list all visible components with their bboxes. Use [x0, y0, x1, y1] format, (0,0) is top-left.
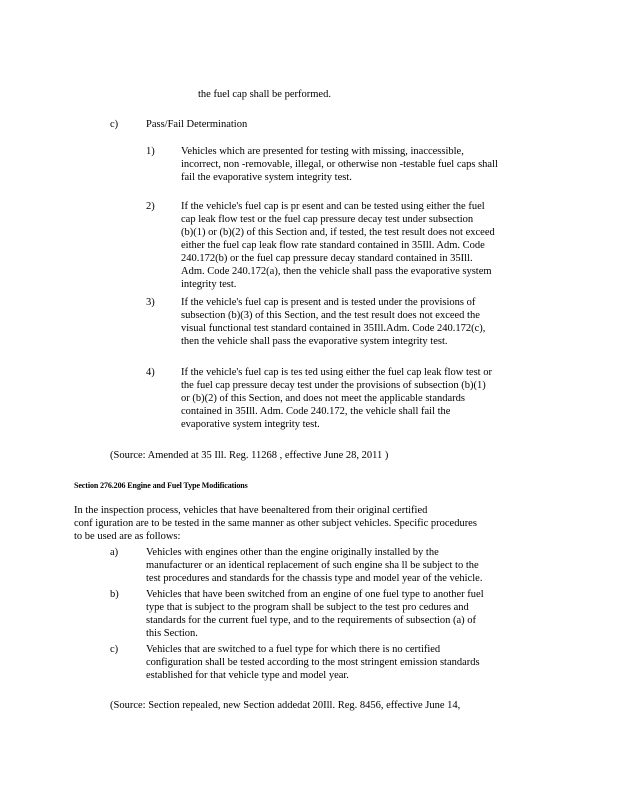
continuation-line: the fuel cap shall be performed.	[198, 89, 331, 100]
mod-b-line: type that is subject to the program shall be subject to the test pro cedures and	[146, 602, 469, 613]
mod-a-line: test procedures and standards for the chassis type and model year of the vehicle.	[146, 573, 483, 584]
item-3-line: subsection (b)(3) of this Section, and the test result does not exceed the	[181, 310, 480, 321]
item-1-line: incorrect, non -removable, illegal, or otherwise non -testable fuel caps shall	[181, 159, 498, 170]
mod-b-line: standards for the current fuel type, and to the requirements of subsection (a) of	[146, 615, 477, 626]
mod-c-text	[146, 643, 480, 682]
item-1-text	[181, 145, 498, 184]
mod-b-line: Vehicles that have been switched from an engine of one fuel type to another fuel	[146, 589, 484, 600]
item-3-number: 3)	[146, 297, 155, 308]
item-4-line: If the vehicle's fuel cap is tes ted using either the fuel cap leak flow test or	[181, 367, 492, 378]
item-2-line: either the fuel cap leak flow rate standard contained in 35Ill. Adm. Code	[181, 240, 485, 251]
item-3-line: visual functional test standard contained in 35Ill.Adm. Code 240.172(c),	[181, 323, 486, 334]
subsection-c-title: Pass/Fail Determination	[146, 119, 248, 130]
item-2-number: 2)	[146, 201, 155, 212]
item-2-text	[181, 200, 495, 291]
mod-b-marker: b)	[110, 589, 119, 600]
item-4-line: evaporative system integrity test.	[181, 419, 320, 430]
mod-b-text	[146, 588, 484, 640]
item-3-line: If the vehicle's fuel cap is present and is tested under the provisions of	[181, 297, 476, 308]
intro-line: conf iguration are to be tested in the same manner as other subject vehicles. Specific procedures	[74, 518, 477, 529]
subsection-c-marker: c)	[110, 119, 119, 130]
item-4-number: 4)	[146, 367, 155, 378]
mod-b-line: this Section.	[146, 628, 198, 639]
mod-a-marker: a)	[110, 547, 119, 558]
mod-a-line: manufacturer or an identical replacement of such engine sha ll be subject to the	[146, 560, 479, 571]
source-note-2: (Source: Section repealed, new Section addedat 20Ill. Reg. 8456, effective June 14,	[110, 700, 461, 711]
mod-c-marker: c)	[110, 644, 119, 655]
item-4-line: or (b)(2) of this Section, and does not meet the applicable standards	[181, 393, 466, 404]
item-1-line: Vehicles which are presented for testing with missing, inaccessible,	[181, 146, 464, 157]
item-2-line: If the vehicle's fuel cap is pr esent and can be tested using either the fuel	[181, 201, 485, 212]
mod-c-line: Vehicles that are switched to a fuel type for which there is no certified	[146, 644, 441, 655]
item-2-line: (b)(1) or (b)(2) of this Section and, if tested, the test result does not exceed	[181, 227, 495, 238]
mod-c-line: configuration shall be tested according to the most stringent emission standards	[146, 657, 480, 668]
item-4-line: the fuel cap pressure decay test under the provisions of subsection (b)(1)	[181, 380, 486, 391]
item-3-text	[181, 296, 485, 348]
mod-a-line: Vehicles with engines other than the engine originally installed by the	[146, 547, 439, 558]
mod-a-text	[146, 546, 482, 585]
item-2-line: 240.172(b) or the fuel cap pressure decay standard contained in 35Ill.	[181, 253, 473, 264]
item-1-number: 1)	[146, 146, 155, 157]
item-1-line: fail the evaporative system integrity test.	[181, 172, 352, 183]
item-2-line: cap leak flow test or the fuel cap pressure decay test under subsection	[181, 214, 474, 225]
section-heading: Section 276.206 Engine and Fuel Type Modifications	[74, 481, 248, 490]
mod-c-line: established for that vehicle type and model year.	[146, 670, 349, 681]
intro-line: In the inspection process, vehicles that have beenaltered from their original certified	[74, 505, 428, 516]
intro-line: to be used are as follows:	[74, 531, 181, 542]
intro-paragraph	[74, 504, 477, 543]
item-2-line: integrity test.	[181, 279, 237, 290]
item-3-line: then the vehicle shall pass the evaporative system integrity test.	[181, 336, 448, 347]
source-note-1: (Source: Amended at 35 Ill. Reg. 11268 , effective June 28, 2011 )	[110, 450, 389, 461]
item-2-line: Adm. Code 240.172(a), then the vehicle shall pass the evaporative system	[181, 266, 492, 277]
item-4-text	[181, 366, 492, 431]
item-4-line: contained in 35Ill. Adm. Code 240.172, the vehicle shall fail the	[181, 406, 451, 417]
